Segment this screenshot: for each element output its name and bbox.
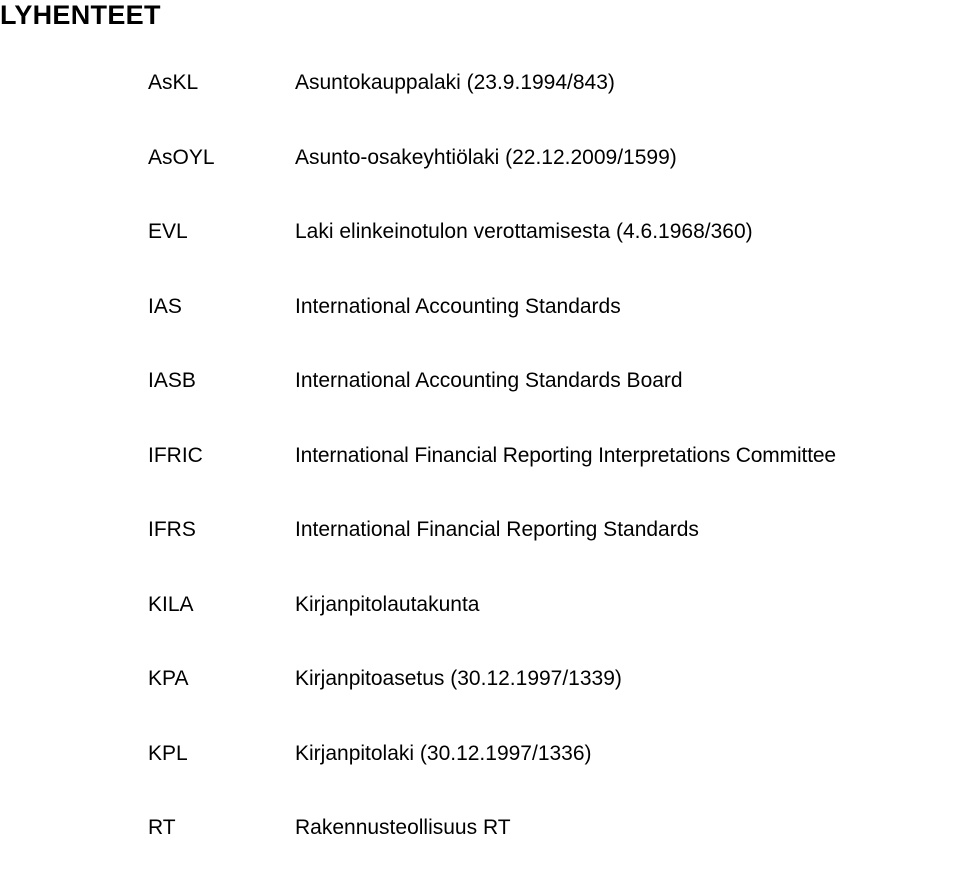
abbreviation-definition: Asuntokauppalaki (23.9.1994/843)	[295, 71, 615, 94]
abbreviation-definition: Kirjanpitoasetus (30.12.1997/1339)	[295, 667, 622, 690]
abbreviation-term: EVL	[148, 220, 188, 243]
abbreviation-row	[0, 737, 960, 812]
abbreviation-definition: Rakennusteollisuus RT	[295, 816, 511, 839]
abbreviation-row	[0, 66, 960, 141]
abbreviation-row	[0, 588, 960, 663]
abbreviation-term: KPA	[148, 667, 189, 690]
abbreviation-row	[0, 141, 960, 216]
abbreviation-term: IASB	[148, 369, 196, 392]
abbreviation-definition: International Accounting Standards Board	[295, 369, 683, 392]
abbreviation-row	[0, 662, 960, 737]
abbreviation-row	[0, 811, 960, 886]
abbreviation-term: AsKL	[148, 71, 199, 94]
abbreviation-definition: Kirjanpitolautakunta	[295, 592, 480, 616]
abbreviation-term: IAS	[148, 294, 182, 318]
abbreviation-row	[0, 215, 960, 290]
abbreviation-definition: International Financial Reporting Interpretations Committee	[295, 443, 836, 467]
abbreviation-list	[0, 66, 960, 886]
page-title: LYHENTEET	[0, 0, 161, 30]
abbreviation-row	[0, 513, 960, 588]
abbreviation-term: KPL	[148, 741, 188, 765]
abbreviation-definition: Kirjanpitolaki (30.12.1997/1336)	[295, 741, 592, 765]
abbreviation-row	[0, 439, 960, 514]
abbreviation-row	[0, 290, 960, 365]
abbreviation-row	[0, 364, 960, 439]
abbreviation-term: RT	[148, 816, 176, 839]
abbreviation-term: IFRIC	[148, 443, 203, 467]
abbreviation-definition: International Financial Reporting Standards	[295, 518, 699, 541]
abbreviation-term: IFRS	[148, 518, 196, 541]
abbreviation-term: KILA	[148, 592, 194, 616]
abbreviation-definition: Laki elinkeinotulon verottamisesta (4.6.1968/360)	[295, 220, 753, 243]
abbreviation-definition: International Accounting Standards	[295, 294, 621, 318]
abbreviation-definition: Asunto-osakeyhtiölaki (22.12.2009/1599)	[295, 145, 677, 169]
abbreviation-term: AsOYL	[148, 145, 215, 169]
